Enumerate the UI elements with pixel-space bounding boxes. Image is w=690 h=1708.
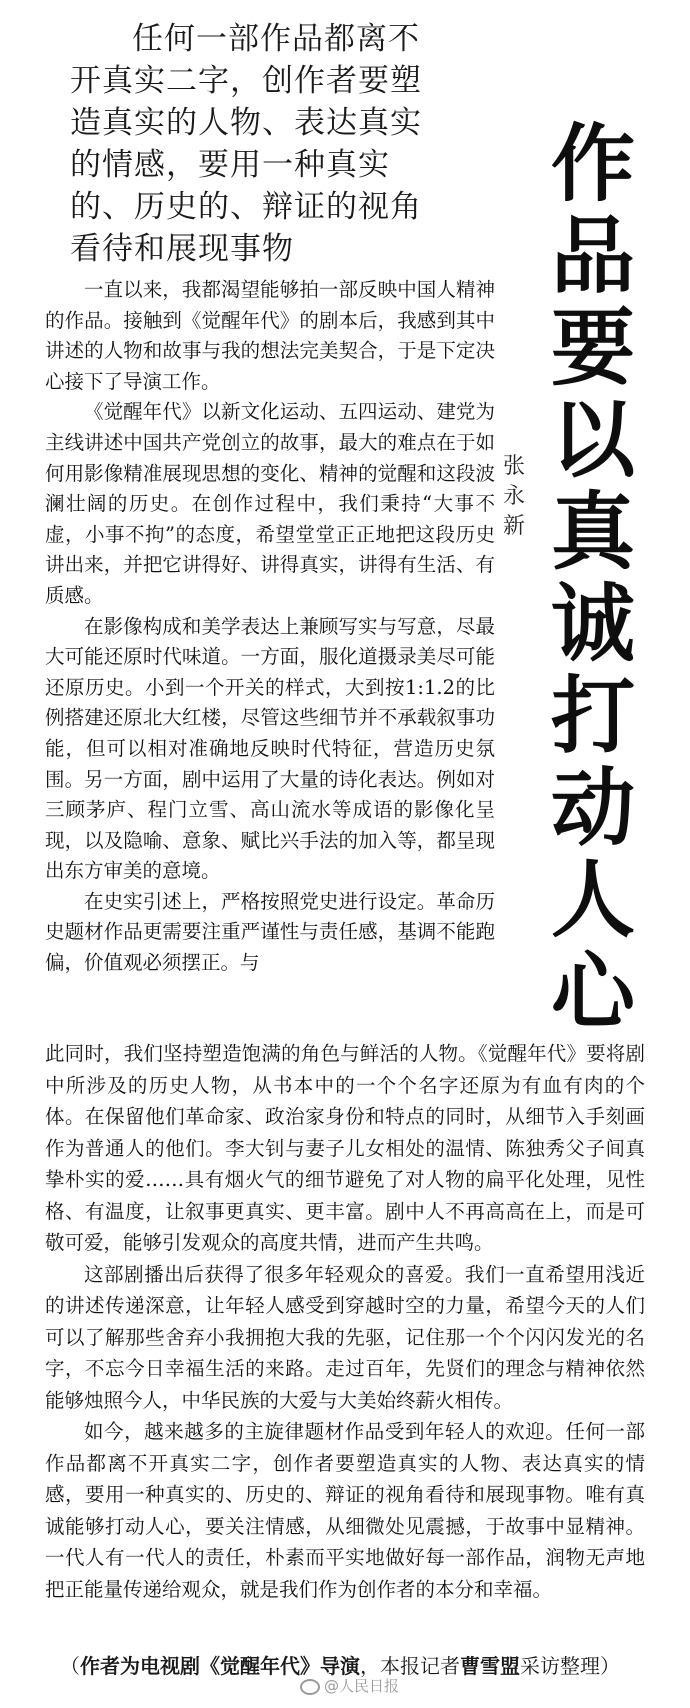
headline bbox=[548, 115, 638, 1041]
watermark bbox=[300, 1675, 399, 1696]
paragraph: 在史实引述上，严格按照党史进行设定。革命历史题材作品更需要注重严谨性与责任感，基调不能跑偏，价值观必须摆正。与 bbox=[45, 889, 495, 975]
pull-quote: 任何一部作品都离不开真实二字，创作者要塑造真实的人物、表达真实的情感，要用一种真实的、历史的、辩证的视角看待和展现事物 bbox=[70, 21, 422, 267]
credit-reporter-label: ，本报记者 bbox=[360, 1654, 460, 1678]
author-byline bbox=[494, 452, 534, 542]
headline-char: 人 bbox=[550, 851, 635, 949]
headline-char: 真 bbox=[550, 483, 635, 581]
headline-char: 诚 bbox=[550, 575, 635, 673]
headline-char: 动 bbox=[550, 759, 635, 857]
paragraph: 此同时，我们坚持塑造饱满的角色与鲜活的人物。《觉醒年代》要将剧中所涉及的历史人物，从书本中的一个个名字还原为有血有肉的个体。在保留他们革命家、政治家身份和特点的同时，从细节入手刻画作为普通人的他们。李大钊与妻子儿女相处的温情、陈独秀父子间真挚朴实的爱……具有烟火气的细节避免了对人物的扁平化处理，见性格、有温度，让叙事更真实、更丰富。剧中人不再高高在上，而是可敬可爱，能够引发观众的高度共情，进而产生共鸣。 bbox=[45, 1042, 645, 1254]
watermark-text: @人民日报 bbox=[324, 1677, 400, 1695]
headline-char: 心 bbox=[550, 943, 635, 1041]
author-char: 张 bbox=[502, 454, 525, 479]
credit-note: 采访整理 bbox=[520, 1654, 600, 1678]
paragraph: 一直以来，我都渴望能够拍一部反映中国人精神的作品。接触到《觉醒年代》的剧本后，我感到其中讲述的人物和故事与我的想法完美契合，于是下定决心接下了导演工作。 bbox=[45, 278, 495, 393]
paragraph: 《觉醒年代》以新文化运动、五四运动、建党为主线讲述中国共产党创立的故事，最大的难点在于如何用影像精准展现思想的变化、精神的觉醒和这段波澜壮阔的历史。在创作过程中，我们秉持“大事不虚，小事不拘”的态度，希望堂堂正正地把这段历史讲出来，并把它讲得好、讲得真实，讲得有生活、有质感。 bbox=[45, 400, 495, 607]
paragraph: 如今，越来越多的主旋律题材作品受到年轻人的欢迎。任何一部作品都离不开真实二字，创作者要塑造真实的人物、表达真实的情感，要用一种真实的、历史的、辩证的视角看待和展现事物。唯有真诚能够打动人心，要关注情感，从细微处见震撼，于故事中显精神。一代人有一代人的责任，朴素而平实地做好每一部作品，润物无声地把正能量传递给观众，就是我们作为创作者的本分和幸福。 bbox=[45, 1420, 645, 1601]
headline-char: 品 bbox=[550, 207, 635, 305]
author-char: 永 bbox=[502, 484, 525, 509]
paragraph: 这部剧播出后获得了很多年轻观众的喜爱。我们一直希望用浅近的讲述传递深意，让年轻人感受到穿越时空的力量，希望今天的人们可以了解那些舍弃小我拥抱大我的先驱，记住那一个个闪闪发光的名字，不忘今日幸福生活的来路。走过百年，先贤们的理念与精神依然能够烛照今人，中华民族的大爱与大美始终薪火相传。 bbox=[45, 1262, 645, 1412]
headline-char: 以 bbox=[550, 391, 635, 489]
headline-char: 作 bbox=[550, 115, 635, 213]
paragraph: 在影像构成和美学表达上兼顾写实与写意，尽最大可能还原时代味道。一方面，服化道摄录美尽可能还原历史。小到一个开关的样式，大到按1:1.2的比例搭建还原北大红楼，尽管这些细节并不承载叙事功能，但可以相对准确地反映时代特征，营造历史氛围。另一方面，剧中运用了大量的诗化表达。例如对三顾茅庐、程门立雪、高山流水等成语的影像化呈现，以及隐喻、意象、赋比兴手法的加入等，都呈现出东方审美的意境。 bbox=[45, 614, 495, 883]
weibo-icon bbox=[300, 1679, 320, 1695]
article-body-narrow bbox=[45, 275, 495, 979]
author-char: 新 bbox=[502, 514, 525, 539]
credit-role: 作者为电视剧《觉醒年代》导演 bbox=[80, 1654, 360, 1678]
headline-char: 要 bbox=[550, 299, 635, 397]
credit-reporter-name: 曹雪盟 bbox=[460, 1654, 520, 1678]
credit-close-paren: ） bbox=[600, 1654, 620, 1678]
article-body-wide bbox=[45, 1038, 645, 1605]
headline-char: 打 bbox=[550, 667, 635, 765]
credit-open-paren: （ bbox=[60, 1654, 80, 1678]
